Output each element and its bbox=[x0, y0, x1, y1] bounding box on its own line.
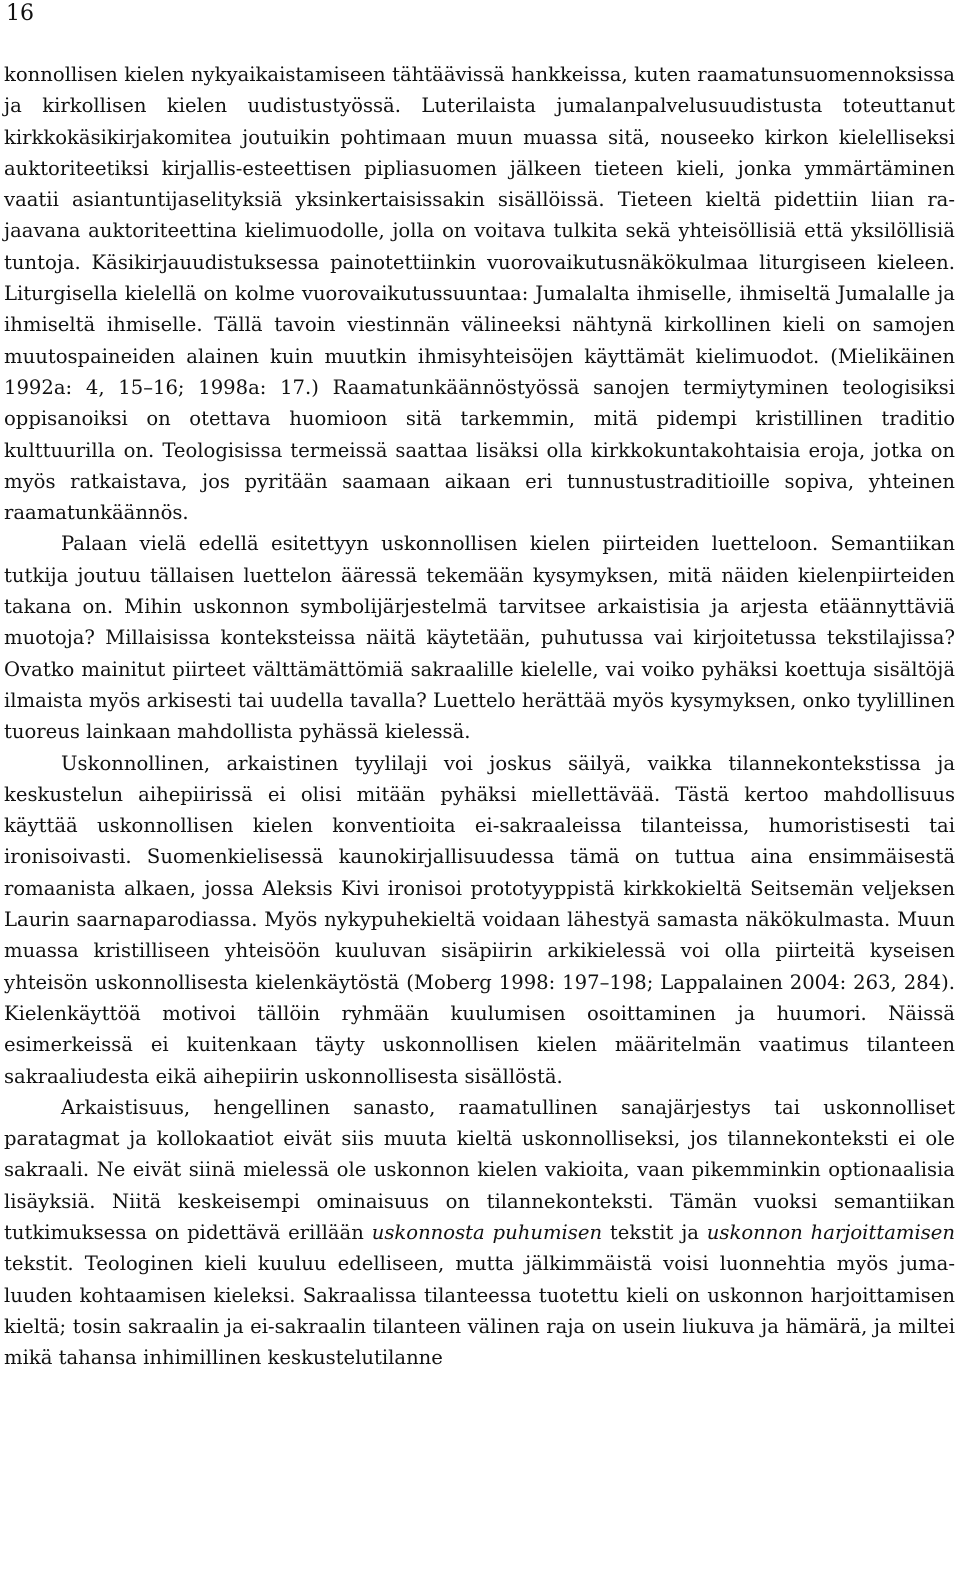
text-segment: tekstit. Teologinen kieli kuuluu edelliseen, mutta jälkimmäistä voisi luonnehtia myös jumaluuden kohtaamisen kieleksi. Sakraalissa tilanteessa tuotettu kieli on uskonnon harjoittamisen kieltä; tosin sakraalin ja ei-sakraalin tilanteen välinen raja on usein liukuva ja hämärä, ja miltei mikä tahansa inhimillinen keskustelutilanne bbox=[4, 1252, 955, 1370]
text-body bbox=[4, 59, 955, 1373]
text-segment: tekstit ja bbox=[602, 1220, 707, 1244]
paragraph bbox=[4, 1092, 955, 1374]
text-segment: Arkaistisuus, hengellinen sanasto, raamatullinen sanajärjestys tai uskonnolliset paratagmat ja kollokaatiot eivät siis muuta kieltä uskonnolliseksi, jos tilannekonteksti ei ole sakraali. Ne eivät siinä mielessä ole uskonnon kielen vakioita, vaan pikemminkin optionaalisia lisäyksiä. Niitä keskeisempi ominaisuus on tilannekonteksti. Tämän vuoksi semantiikan tutkimuksessa on pidettävä erillään bbox=[4, 1095, 955, 1244]
text-segment: konnollisen kielen nykyaikaistamiseen tähtäävissä hankkeissa, kuten raamatunsuomennoksissa ja kirkollisen kielen uudistustyössä. Luterilaista jumalanpalvelusuudistusta toteuttanut kirkkokäsikirjakomitea joutuikin pohtimaan muun muassa sitä, nouseeko kirkon kielelliseksi auktoriteetiksi kirjallis-esteettisen pipliasuomen jälkeen tieteen kieli, jonka ymmärtäminen vaatii asiantuntijaselityksiä yksinkertaisissakin sisällöissä. Tieteen kieltä pidettiin liian rajaavana auktoriteettina kielimuodolle, jolla on voitava tulkita sekä yhteisöllisiä että yksilöllisiä tuntoja. Käsikirjauudistuksessa painotettiinkin vuorovaikutusnäkökulmaa liturgiseen kieleen. Liturgisella kielellä on kolme vuorovaikutussuuntaa: Jumalalta ihmiselle, ihmiseltä Jumalalle ja ihmiseltä ihmiselle. Tällä tavoin viestinnän välineeksi nähtynä kirkollinen kieli on samojen muutospaineiden alainen kuin muutkin ihmisyhteisöjen käyttämät kielimuodot. (Mielikäinen 1992a: 4, 15–16; 1998a: 17.) Raamatunkäännöstyössä sanojen termiytyminen teologisiksi oppisanoiksi on otettava huomioon sitä tarkemmin, mitä pidempi kristillinen traditio kulttuurilla on. Teologisissa termeissä saattaa lisäksi olla kirkkokuntakohtaisia eroja, jotka on myös ratkaistava, jos pyritään saamaan aikaan eri tunnustustraditioille sopiva, yhteinen raamatunkäännös. bbox=[4, 63, 955, 525]
text-segment: Uskonnollinen, arkaistinen tyylilaji voi joskus säilyä, vaikka tilannekontekstissa ja keskustelun aihepiirissä ei olisi mitään pyhäksi miellettävää. Tästä kertoo mahdollisuus käyttää uskonnollisen kielen konventioita ei-sakraaleissa tilanteissa, humoristisesti tai ironisoivasti. Suomenkielisessä kaunokirjallisuudessa tämä on tuttua aina ensimmäisestä romaanista alkaen, jossa Aleksis Kivi ironisoi prototyyppistä kirkkokieltä Seitsemän veljeksen Laurin saarnaparodiassa. Myös nykypuhekieltä voidaan lähestyä samasta näkökulmasta. Muun muassa kristilliseen yhteisöön kuuluvan sisäpiirin arkikielessä voi olla piirteitä kyseisen yhteisön uskonnollisesta kielenkäytöstä (Moberg 1998: 197–198; Lappalainen 2004: 263, 284). Kielenkäyttöä motivoi tällöin ryhmään kuulumisen osoittaminen ja huumori. Näissä esimerkeissä ei kuitenkaan täyty uskonnollisen kielen määritelmän vaatimus tilanteen sakraaliudesta eikä aihepiirin uskonnollisesta sisällöstä. bbox=[4, 751, 955, 1088]
text-segment: Palaan vielä edellä esitettyyn uskonnollisen kielen piirteiden luetteloon. Semantiikan tutkija joutuu tällaisen luettelon ääressä tekemään kysymyksen, mitä näiden kielenpiirteiden takana on. Mihin uskonnon symbolijärjestelmä tarvitsee arkaistisia ja arjesta etäännyttäviä muotoja? Millaisissa konteksteissa näitä käytetään, puhutussa vai kirjoitetussa tekstilajissa? Ovatko mainitut piirteet välttämättömiä sakraalille kielelle, vai voiko pyhäksi koettuja sisältöjä ilmaista myös arkisesti tai uudella tavalla? Luettelo herättää myös kysymyksen, onko tyylillinen tuoreus lainkaan mahdollista pyhässä kielessä. bbox=[4, 532, 956, 744]
page-number: 16 bbox=[6, 1, 34, 26]
italic-text: uskonnosta puhumisen bbox=[371, 1220, 603, 1244]
paragraph bbox=[4, 528, 955, 747]
paragraph bbox=[4, 59, 955, 528]
italic-text: uskonnon harjoittamisen bbox=[706, 1220, 955, 1244]
paragraph bbox=[4, 748, 955, 1092]
